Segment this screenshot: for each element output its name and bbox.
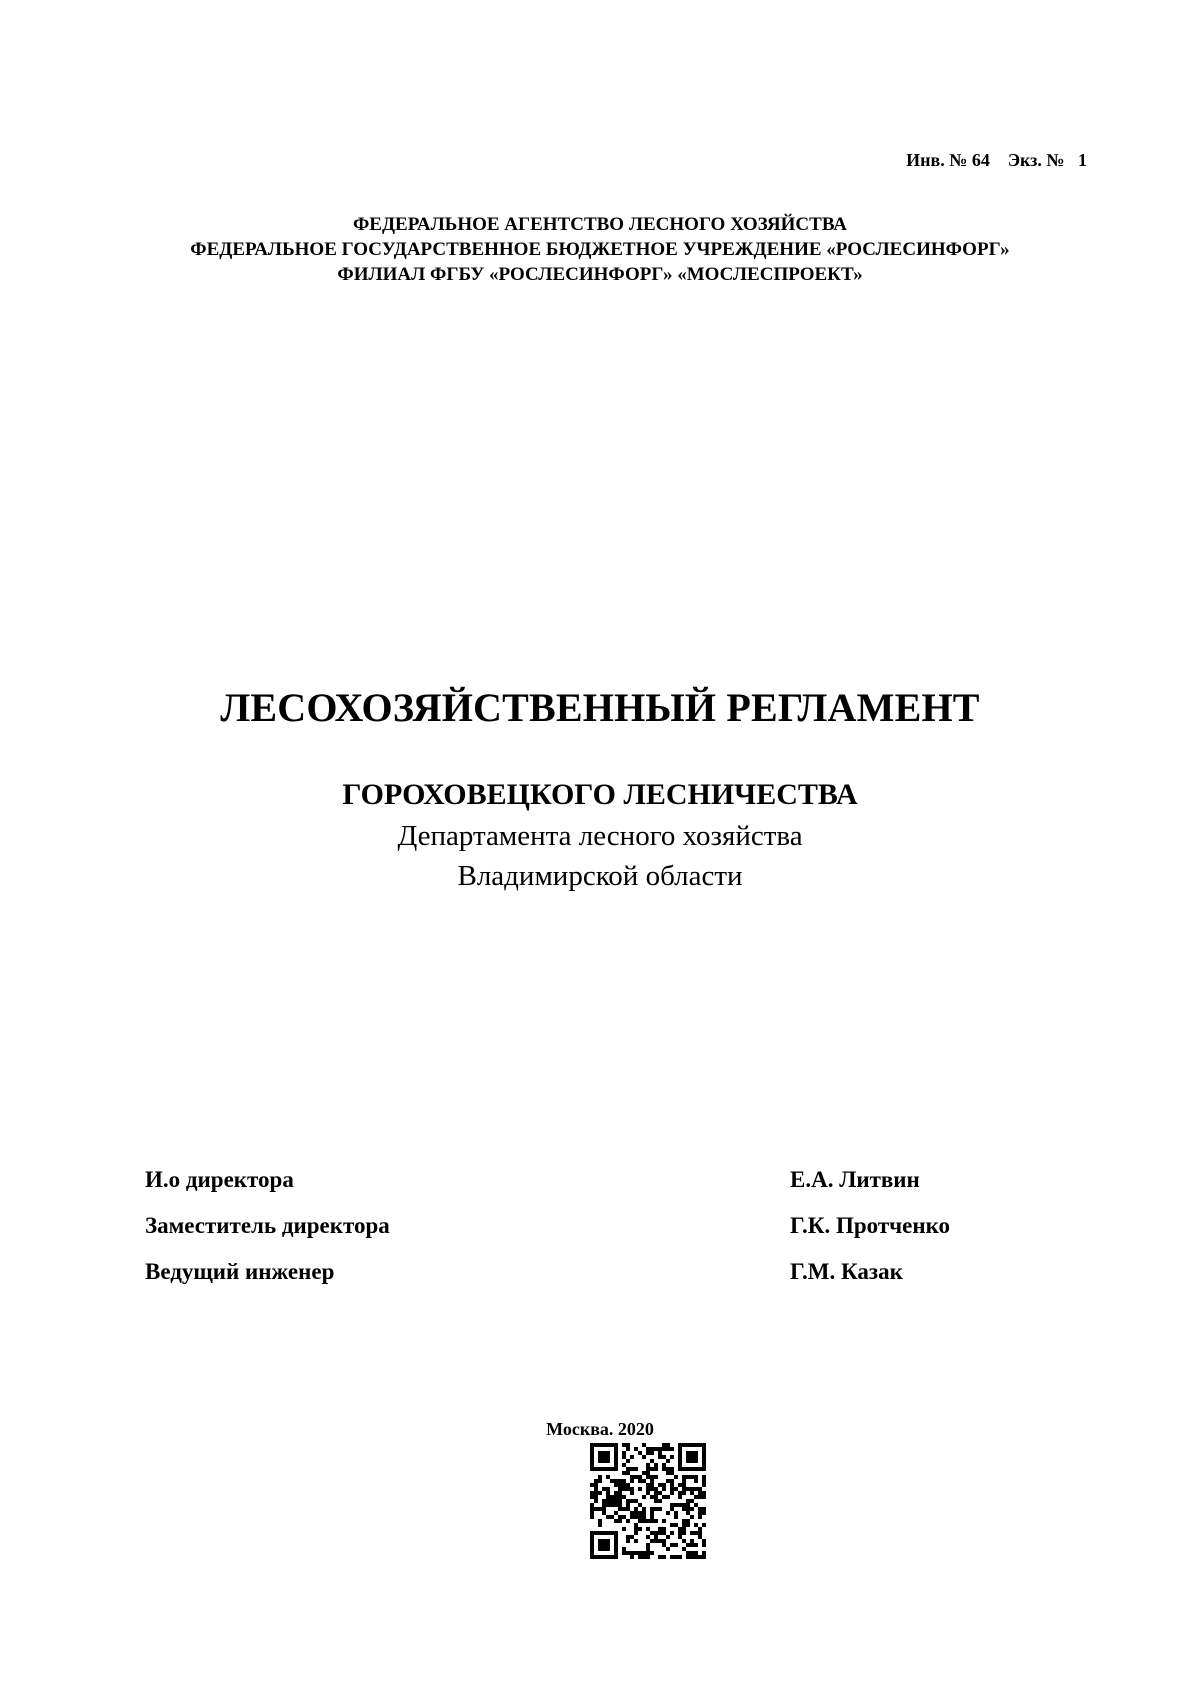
organization-line: ФЕДЕРАЛЬНОЕ ГОСУДАРСТВЕННОЕ БЮДЖЕТНОЕ УЧРЕЖДЕНИЕ «РОСЛЕСИНФОРГ» (190, 239, 1010, 260)
signatory-role: И.о директора (145, 1167, 294, 1192)
inventory-number: Инв. № 64 Экз. № 1 (906, 150, 1087, 170)
signatory-role: Ведущий инженер (145, 1259, 335, 1284)
signatory-name: Е.А. Литвин (790, 1167, 920, 1192)
signatory-row (145, 1167, 1045, 1197)
qr-code-icon (590, 1443, 706, 1559)
signatory-row (145, 1213, 1045, 1243)
document-subtitle: ГОРОХОВЕЦКОГО ЛЕСНИЧЕСТВА (342, 778, 858, 811)
organizations-block (0, 212, 1200, 287)
city-year: Москва. 2020 (546, 1419, 654, 1439)
organization-line: ФИЛИАЛ ФГБУ «РОСЛЕСИНФОРГ» «МОСЛЕСПРОЕКТ» (337, 264, 863, 285)
organization-line: ФЕДЕРАЛЬНОЕ АГЕНТСТВО ЛЕСНОГО ХОЗЯЙСТВА (352, 214, 848, 235)
document-title: ЛЕСОХОЗЯЙСТВЕННЫЙ РЕГЛАМЕНТ (220, 685, 980, 730)
department-line: Департамента лесного хозяйства (397, 820, 803, 852)
signatory-role: Заместитель директора (145, 1213, 390, 1238)
region-line: Владимирской области (457, 860, 743, 892)
signatory-row (145, 1259, 1045, 1289)
signatory-name: Г.М. Казак (790, 1259, 903, 1284)
signatory-name: Г.К. Протченко (790, 1213, 951, 1238)
